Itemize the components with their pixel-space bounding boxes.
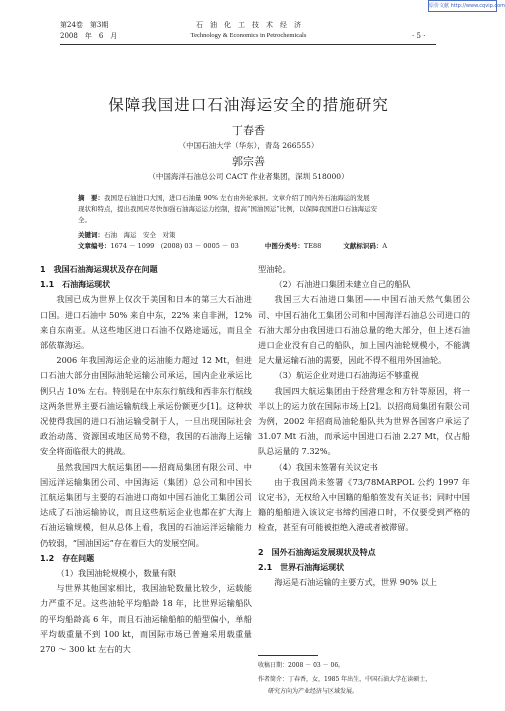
subsection-heading: 1.2 存在问题 — [40, 553, 95, 563]
affiliation-1: （中国石油大学（华东），青岛 266555） — [178, 141, 319, 150]
body-paragraph: 与世界其他国家相比，我国油轮数量比较少，运载能力严重不足。这些油轮平均船龄 18 年，比世界运输船队的平均船龄高 6 年，而且石油运输船舶的船型偏小，单船平均载重量不到 100 kt，而国际市场已普遍采用载重量 270 ～ 300 kt 左右的大 — [40, 583, 252, 655]
body-paragraph: 我国四大航运集团由于经营理念和方针等原因，将一半以上的运力放在国际市场上[2]。以招商局集团有限公司为例，2002 年招商局油轮船队共为世界各国客户承运了 31.07 Mt 石油，而承运中国进口石油 2.27 Mt，仅占船队总运量的 7.32%。 — [258, 385, 470, 457]
header-date: 2008 年 6 月 — [60, 32, 118, 40]
body-paragraph: （3）航运企业对进口石油海运不够重视 — [274, 370, 419, 381]
header-volume: 第24卷 第3期 — [60, 21, 109, 29]
paper-title: 保障我国进口石油海运安全的措施研究 — [108, 96, 389, 114]
body-paragraph: 海运是石油运输的主要方式，世界 90% 以上 — [274, 577, 437, 588]
clc-label: 中图分类号： — [264, 242, 304, 250]
body-paragraph: 2006 年我国海运企业的运油能力超过 12 Mt，但进口石油大部分由国际油轮运输公司承运，国内企业承运比例只占 10% 左右。特别是在中东东行航线和西非东行航线这两条世界主要石油运输航线上承运份额更少[1]。这种状况使得我国的进口石油运输受制于人，一旦出现国际社会政治动荡、资源国或地区局势不稳，我国的石油海上运输安全将面临很大的挑战。 — [40, 355, 252, 457]
abstract-line: 现状和特点，提出我国应尽快加强石油海运运力控制，提高“国油国运”比例，以保障我国进口石油海运安 — [78, 205, 378, 213]
author-1: 丁春香 — [232, 124, 265, 137]
subsection-heading: 2.1 世界石油海运现状 — [258, 562, 345, 572]
body-paragraph: （2）石油进口集团未建立自己的船队 — [274, 279, 411, 290]
body-paragraph: 虽然我国四大航运集团——招商局集团有限公司、中国远洋运输集团公司、中国海运（集团）总公司和中国长江航运集团与主要的石油进口商如中国石油化工集团公司达成了石油运输协议，而且这些航运企业也都在扩大海上石油运输规模，但从总体上看，我国的石油运洋运输能力仍较弱，“国油国运”存在着巨大的发展空间。 — [40, 461, 252, 548]
download-stamp[interactable]: 原价文献 http://www.cqvip.com — [428, 0, 497, 12]
abstract-line: 我国是石油进口大国，进口石油量 90% 左右由外轮承担。文章介绍了国内外石油海运的发展 — [104, 194, 370, 202]
body-paragraph: 由于我国尚未签署《73/78MARPOL 公约 1997 年议定书》，无权给入中国籍的船舶签发有关证书；同时中国籍的船舶进入该议定书缔约国港口时，不仅要受到严格的检查，甚至有可能被拒绝入港或者被滞留。 — [258, 476, 470, 533]
body-paragraph: （1）我国油轮规模小，数量有限 — [56, 568, 177, 579]
section-spacer — [258, 536, 470, 545]
body-paragraph: 我国已成为世界上仅次于美国和日本的第三大石油进口国。进口石油中 50% 来自中东，22% 来自非洲，12% 来自东南亚。从这些地区进口石油不仅路途遥远，而且全部依靠海运。 — [40, 294, 252, 351]
section-heading: 2 国外石油海运发展现状及特点 — [258, 547, 376, 557]
subsection-heading: 1.1 石油海运现状 — [40, 280, 111, 290]
doc-no-label: 文章编号： — [78, 242, 111, 250]
clc-value: TE88 — [303, 242, 322, 250]
body-paragraph: （4）我国未签署有关议定书 — [274, 461, 378, 472]
doc-code-label: 文献标识码： — [343, 242, 383, 250]
body-paragraph: 型油轮。 — [258, 264, 291, 274]
body-paragraph: 我国三大石油进口集团——中国石油天然气集团公司、中国石油化工集团公司和中国海洋石油总公司进口的石油大部分由我国进口石油总量的绝大部分，但上述石油进口企业没有自己的船队，加上国内油轮规模小，不能满足大量运输石油的需要，因此不得不租用外国油轮。 — [258, 294, 470, 366]
author-2: 郭宗善 — [232, 155, 265, 168]
header-journal-en: Technology & Economics in Petrochemicals — [190, 32, 307, 39]
header-journal-cn: 石 油 化 工 技 术 经 济 — [196, 21, 301, 29]
keywords-label: 关键词： — [78, 231, 104, 239]
keywords-value: 石油 海运 安全 对策 — [104, 231, 176, 239]
left-column — [40, 262, 252, 657]
footnote-rule — [258, 655, 318, 656]
abstract-label: 摘 要： — [78, 194, 104, 202]
right-column — [258, 262, 470, 590]
keywords — [78, 230, 176, 240]
affiliation-2: （中国海洋石油总公司 CACT 作业者集团，深圳 518000） — [148, 172, 349, 181]
abstract-line: 全。 — [78, 216, 91, 224]
footnote-received: 收稿日期：2008 － 03 － 06。 — [258, 662, 345, 669]
header-rule — [60, 44, 436, 45]
section-heading: 1 我国石油海运现状及存在问题 — [40, 265, 158, 274]
footnote-bio: 作者简介：丁春香，女，1985 年出生，中国石油大学在读硕士， — [258, 676, 432, 683]
document-info — [78, 241, 387, 251]
header-page: · 5 · — [412, 32, 426, 40]
footnote-bio-cont: 研究方向为产业经济与区域发展。 — [268, 688, 359, 695]
abstract — [78, 193, 414, 226]
doc-code-value: A — [382, 242, 388, 250]
doc-no-value: 1674 － 1099 (2008) 03 － 0005 － 03 — [110, 242, 239, 250]
